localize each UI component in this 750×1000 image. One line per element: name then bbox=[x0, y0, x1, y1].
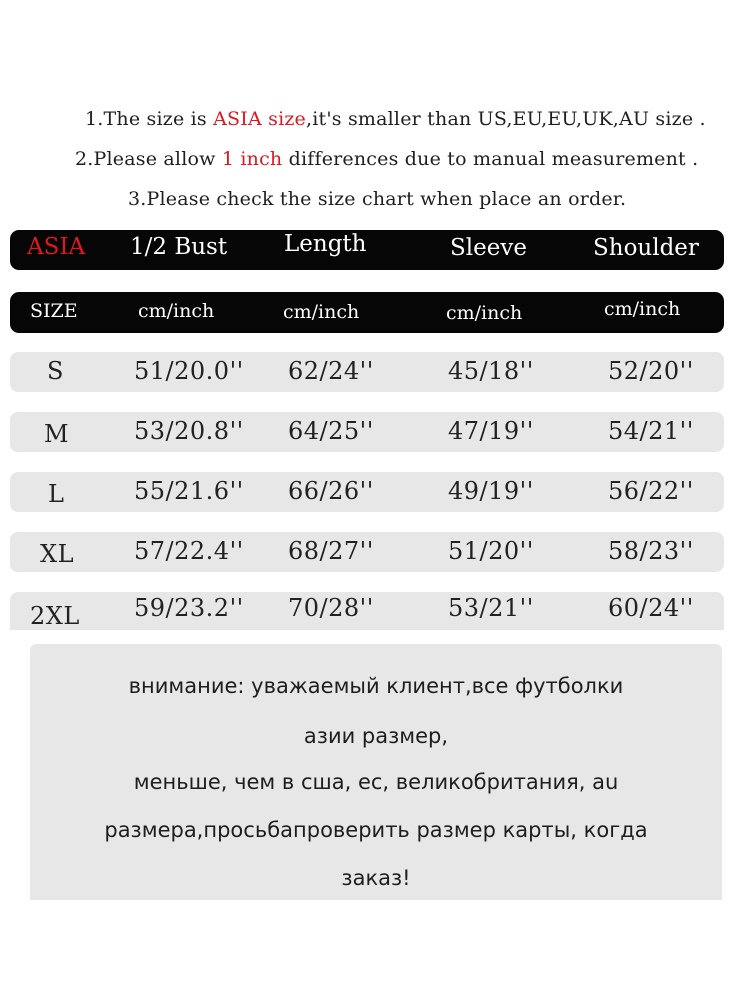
table-row bbox=[10, 592, 724, 630]
note-asia-size bbox=[85, 108, 706, 130]
unit-length: cm/inch bbox=[283, 301, 360, 323]
length-cell: 68/27'' bbox=[288, 537, 374, 565]
note-1-text-end: ,it's smaller than US,EU,EU,UK,AU size . bbox=[306, 108, 706, 130]
length-cell: 64/25'' bbox=[288, 417, 374, 445]
notice-line: заказ! bbox=[341, 866, 411, 890]
size-cell: 2XL bbox=[30, 602, 80, 630]
bust-cell: 51/20.0'' bbox=[134, 357, 244, 385]
size-cell: S bbox=[47, 357, 64, 385]
unit-bust: cm/inch bbox=[138, 300, 215, 322]
header-length: Length bbox=[284, 231, 367, 257]
russian-notice bbox=[30, 644, 722, 900]
shoulder-cell: 52/20'' bbox=[608, 357, 694, 385]
bust-cell: 59/23.2'' bbox=[134, 594, 244, 622]
table-row bbox=[10, 412, 724, 452]
size-chart-units bbox=[10, 292, 724, 333]
size-chart-header bbox=[10, 230, 724, 270]
unit-shoulder: cm/inch bbox=[604, 298, 681, 320]
note-measurement bbox=[75, 148, 698, 170]
notice-line: азии размер, bbox=[303, 724, 449, 748]
note-1-text: 1.The size is bbox=[85, 108, 214, 130]
length-cell: 70/28'' bbox=[288, 594, 374, 622]
table-row bbox=[10, 352, 724, 392]
sleeve-cell: 47/19'' bbox=[448, 417, 534, 445]
notice-line: внимание: уважаемый клиент,все футболки bbox=[128, 674, 624, 698]
length-cell: 62/24'' bbox=[288, 357, 374, 385]
header-bust: 1/2 Bust bbox=[130, 234, 228, 260]
shoulder-cell: 60/24'' bbox=[608, 594, 694, 622]
header-sleeve: Sleeve bbox=[450, 235, 527, 261]
header-asia: ASIA bbox=[27, 234, 86, 260]
sleeve-cell: 51/20'' bbox=[448, 537, 534, 565]
bust-cell: 53/20.8'' bbox=[134, 417, 244, 445]
unit-sleeve: cm/inch bbox=[446, 302, 523, 324]
shoulder-cell: 54/21'' bbox=[608, 417, 694, 445]
header-shoulder: Shoulder bbox=[593, 235, 699, 261]
sleeve-cell: 53/21'' bbox=[448, 594, 534, 622]
unit-size: SIZE bbox=[30, 300, 78, 322]
note-2-highlight: 1 inch bbox=[221, 148, 283, 170]
note-2-text: 2.Please allow bbox=[75, 148, 222, 170]
table-row bbox=[10, 532, 724, 572]
table-row bbox=[10, 472, 724, 512]
size-cell: L bbox=[48, 480, 65, 508]
notice-line: размера,просьбапроверить размер карты, когда bbox=[104, 818, 648, 842]
note-2-text-end: differences due to manual measurement . bbox=[282, 148, 699, 170]
bust-cell: 57/22.4'' bbox=[134, 537, 244, 565]
length-cell: 66/26'' bbox=[288, 477, 374, 505]
bust-cell: 55/21.6'' bbox=[134, 477, 244, 505]
note-check-chart: 3.Please check the size chart when place an order. bbox=[128, 188, 627, 210]
sleeve-cell: 49/19'' bbox=[448, 477, 534, 505]
shoulder-cell: 56/22'' bbox=[608, 477, 694, 505]
size-cell: XL bbox=[40, 540, 75, 568]
sleeve-cell: 45/18'' bbox=[448, 357, 534, 385]
note-1-highlight: ASIA size bbox=[213, 108, 306, 130]
shoulder-cell: 58/23'' bbox=[608, 537, 694, 565]
notice-line: меньше, чем в сша, ес, великобритания, au bbox=[133, 770, 619, 794]
size-cell: M bbox=[44, 420, 70, 448]
